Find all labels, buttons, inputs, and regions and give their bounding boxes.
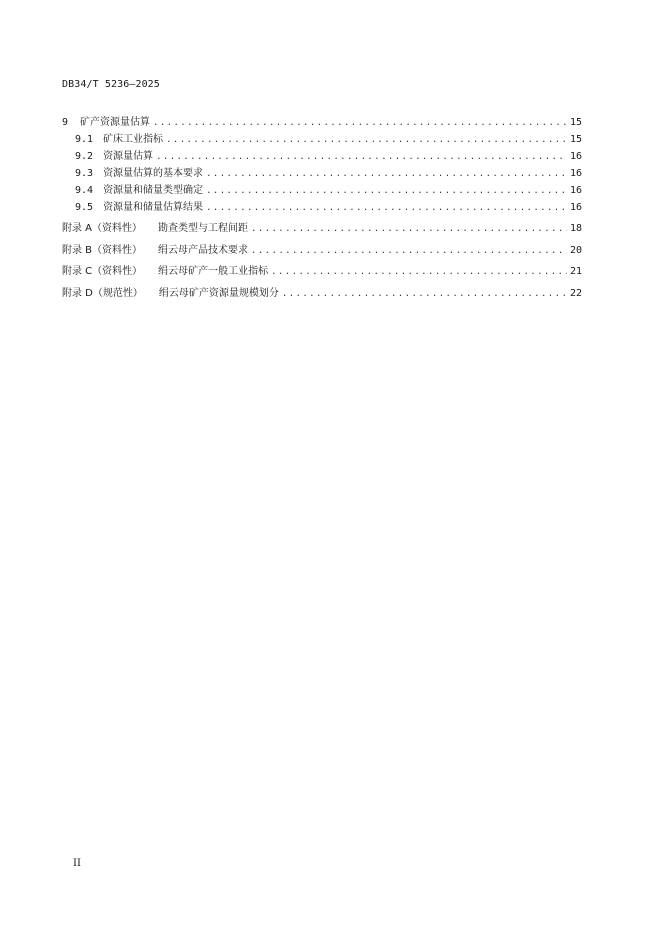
appendix-title: 绢云母矿产资源量规模划分 — [158, 287, 279, 299]
appendix-title: 绢云母矿产一般工业指标 — [158, 266, 269, 277]
toc-entry-title: 资源量和储量估算结果 — [103, 202, 204, 213]
toc-entry-page: 16 — [570, 151, 583, 162]
toc-entry-title: 资源量估算的基本要求 — [103, 168, 204, 179]
toc-entry-number: 9 — [62, 117, 69, 128]
appendix-page: 18 — [570, 223, 583, 234]
table-of-contents — [62, 113, 582, 305]
toc-entry-page: 15 — [570, 134, 583, 145]
toc-entry[interactable] — [62, 147, 582, 164]
page-number: II — [73, 858, 81, 869]
toc-appendix-b[interactable] — [62, 241, 582, 263]
toc-entry-number: 9.2 — [75, 151, 94, 162]
toc-entry-title: 资源量估算 — [103, 151, 154, 162]
toc-entry-page: 16 — [570, 202, 583, 213]
appendix-page: 22 — [570, 287, 583, 299]
toc-leader-dots — [156, 152, 567, 162]
toc-entry[interactable] — [62, 113, 582, 130]
toc-appendix-c[interactable] — [62, 262, 582, 284]
toc-entry-title: 矿产资源量估算 — [80, 117, 151, 128]
toc-appendix-d[interactable] — [62, 284, 582, 306]
toc-entry-page: 16 — [570, 168, 583, 179]
toc-entry[interactable] — [62, 164, 582, 181]
toc-entry-title: 资源量和储量类型确定 — [103, 185, 204, 196]
appendix-prefix: 附录 C（资料性） — [62, 266, 143, 277]
document-id: DB34/T 5236—2025 — [62, 79, 160, 90]
toc-leader-dots — [206, 186, 567, 196]
toc-entry-number: 9.5 — [75, 202, 94, 213]
appendix-page: 21 — [570, 266, 583, 277]
toc-entry-title: 矿床工业指标 — [103, 134, 164, 145]
toc-entry-number: 9.4 — [75, 185, 94, 196]
toc-leader-dots — [206, 203, 567, 213]
toc-leader-dots — [166, 135, 567, 145]
appendix-prefix: 附录 D（规范性） — [62, 287, 143, 299]
toc-entry-page: 15 — [570, 117, 583, 128]
toc-leader-dots — [251, 246, 567, 256]
toc-entry[interactable] — [62, 181, 582, 198]
toc-entry[interactable] — [62, 130, 582, 147]
toc-leader-dots — [271, 267, 567, 277]
toc-entry-page: 16 — [570, 185, 583, 196]
toc-leader-dots — [153, 118, 567, 128]
appendix-title: 绢云母产品技术要求 — [158, 244, 249, 256]
toc-appendix-a[interactable] — [62, 219, 582, 241]
appendix-page: 20 — [570, 244, 583, 256]
toc-entry[interactable] — [62, 198, 582, 215]
toc-entry-number: 9.3 — [75, 168, 94, 179]
toc-leader-dots — [282, 289, 567, 299]
toc-leader-dots — [206, 169, 567, 179]
toc-entry-number: 9.1 — [75, 134, 94, 145]
appendix-prefix: 附录 A（资料性） — [62, 223, 143, 234]
appendix-prefix: 附录 B（资料性） — [62, 244, 143, 256]
toc-leader-dots — [251, 224, 567, 234]
appendix-title: 勘查类型与工程间距 — [158, 223, 249, 234]
